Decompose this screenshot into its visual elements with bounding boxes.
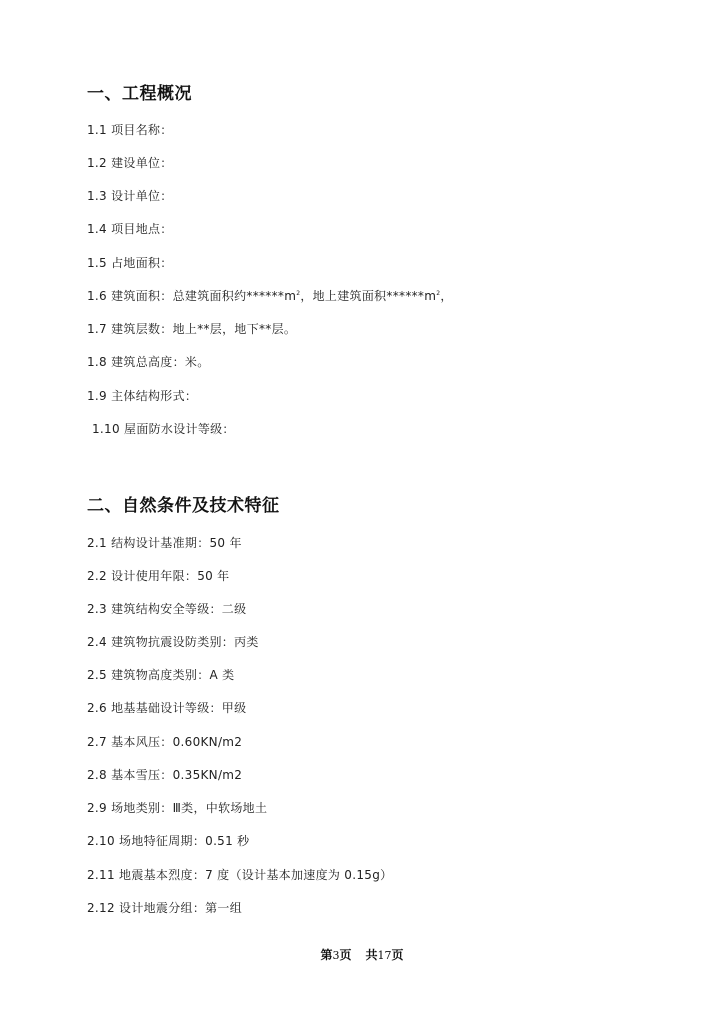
section-2-heading: 二、自然条件及技术特征 bbox=[87, 496, 280, 516]
item-1-2: 1.2 建设单位： bbox=[87, 156, 173, 170]
page-suffix: 页 bbox=[339, 948, 352, 962]
item-2-6: 2.6 地基基础设计等级：甲级 bbox=[87, 701, 247, 715]
item-1-8: 1.8 建筑总高度：米。 bbox=[87, 355, 210, 369]
item-2-9: 2.9 场地类别：Ⅲ类，中软场地土 bbox=[87, 801, 268, 815]
item-1-4: 1.4 项目地点： bbox=[87, 222, 173, 236]
item-1-10: 1.10 屋面防水设计等级： bbox=[92, 422, 235, 436]
item-1-9: 1.9 主体结构形式： bbox=[87, 389, 198, 403]
item-2-7: 2.7 基本风压：0.60KN/m2 bbox=[87, 735, 243, 749]
item-2-10: 2.10 场地特征周期：0.51 秒 bbox=[87, 834, 250, 848]
section-1-heading: 一、工程概况 bbox=[87, 84, 192, 104]
item-1-6-part-c: ， bbox=[440, 289, 453, 303]
total-page-number: 17 bbox=[377, 949, 392, 962]
item-2-2: 2.2 设计使用年限：50 年 bbox=[87, 569, 230, 583]
current-page-number: 3 bbox=[332, 949, 340, 962]
page-footer bbox=[0, 946, 724, 963]
item-2-4: 2.4 建筑物抗震设防类别：丙类 bbox=[87, 635, 259, 649]
item-1-5: 1.5 占地面积： bbox=[87, 256, 173, 270]
item-2-11: 2.11 地震基本烈度：7 度（设计基本加速度为 0.15g） bbox=[87, 868, 393, 882]
item-1-1: 1.1 项目名称： bbox=[87, 123, 173, 137]
item-1-3: 1.3 设计单位： bbox=[87, 189, 173, 203]
total-suffix: 页 bbox=[391, 948, 404, 962]
item-2-1: 2.1 结构设计基准期：50 年 bbox=[87, 536, 242, 550]
item-1-6-sup-b: 2 bbox=[436, 290, 441, 297]
item-1-6-part-b: ，地上建筑面积******m bbox=[300, 289, 437, 303]
item-2-12: 2.12 设计地震分组：第一组 bbox=[87, 901, 243, 915]
total-prefix: 共 bbox=[365, 948, 378, 962]
item-1-6-part-a: 1.6 建筑面积：总建筑面积约******m bbox=[87, 289, 297, 303]
item-1-7: 1.7 建筑层数：地上**层，地下**层。 bbox=[87, 322, 297, 336]
item-1-6-sup-a: 2 bbox=[296, 290, 301, 297]
item-2-5: 2.5 建筑物高度类别：A 类 bbox=[87, 668, 235, 682]
page-prefix: 第 bbox=[320, 948, 333, 962]
item-2-3: 2.3 建筑结构安全等级：二级 bbox=[87, 602, 247, 616]
item-1-6 bbox=[87, 287, 453, 304]
item-2-8: 2.8 基本雪压：0.35KN/m2 bbox=[87, 768, 243, 782]
